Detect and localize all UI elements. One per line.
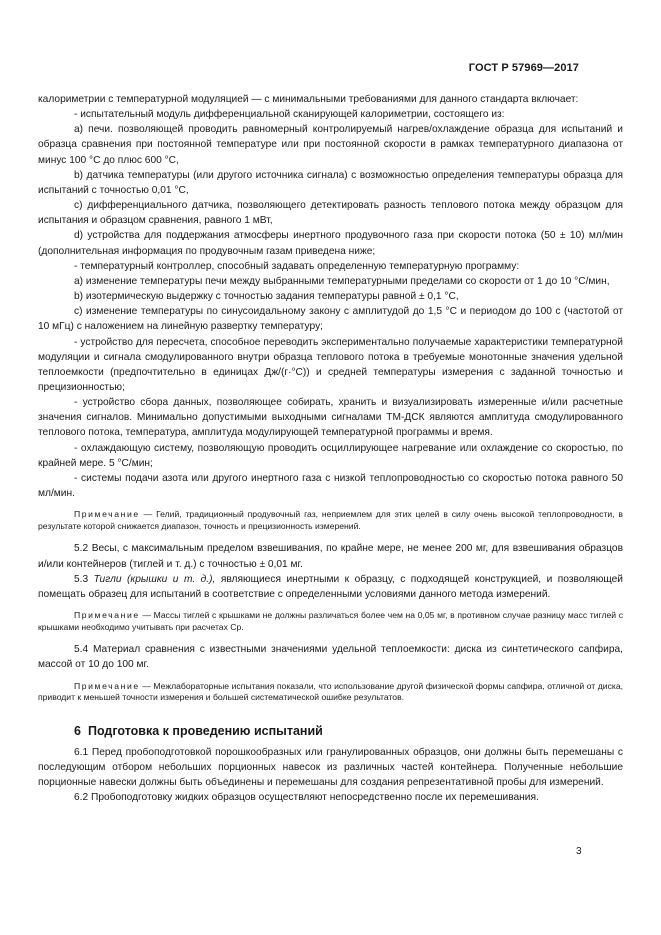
- note: [38, 509, 623, 532]
- note: [38, 610, 623, 633]
- section-number: 6: [74, 723, 81, 738]
- list-item: b) изотермическую выдержку с точностью задания температуры равной ± 0,1 °С,: [74, 291, 459, 303]
- list-item: - испытательный модуль дифференциальной сканирующей калориметрии, состоящего из:: [74, 109, 505, 121]
- list-item: d) устройства для поддержания атмосферы инертного продувочного газа при скорости потока (50 ± 10) мл/мин (дополнительная информация по продувочным газам приведена ниже;: [38, 230, 623, 257]
- list-item: - устройство для пересчета, способное переводить экспериментально получаемые характеристики температурной модуляции и сигнала смодулированного внутри образца теплового потока в требуемые монотонные значения удельной теплоемкости (предпочтительно в единицах Дж/(г·°С)) и средней температуры измерения с заданной точностью и прецизионностью;: [38, 336, 623, 393]
- note: [38, 681, 623, 704]
- section-heading: [74, 724, 623, 739]
- document-body: [38, 92, 623, 806]
- page-number: 3: [576, 846, 582, 857]
- clause-5-4: 5.4 Материал сравнения с известными значениями удельной теплоемкости: диска из синтетического сапфира, массой от 10 до 100 мг.: [38, 644, 623, 671]
- document-header: ГОСТ Р 57969—2017: [468, 62, 579, 74]
- note-text: — Гелий, традиционный продувочный газ, неприемлем для этих целей в силу очень высокой теплопроводности, в результате которой снижается диапазон, точность и прецизионность измерений.: [38, 509, 623, 531]
- clause-6-1: 6.1 Перед пробоподготовкой порошкообразных или гранулированных образцов, они должны быть перемешаны с последующим отбором небольших порционных навесок из различных частей контейнера. Полученные небольшие порционные навески должны быть объединены и перемешаны для создания репрезентативной пробы для измерений.: [38, 746, 623, 789]
- list-item: - устройство сбора данных, позволяющее собирать, хранить и визуализировать измеренные и/или расчетные значения сигналов. Минимально допустимыми выходными сигналами ТМ-ДСК являются амплитуда смодулированного теплового потока, температура, амплитуда модулирующей температурной программы и время.: [38, 397, 623, 439]
- clause-number: 5.3: [74, 573, 94, 585]
- list-item: b) датчика температуры (или другого источника сигнала) с возможностью определения температуры образца для испытаний с точностью 0,01 °С,: [38, 169, 623, 196]
- clause-term: Тигли (крышки и т. д.),: [93, 573, 216, 585]
- list-item: - охлаждающую систему, позволяющую проводить осциллирующее нагревание или охлаждение со скоростью, по крайней мере. 5 °С/мин;: [38, 442, 623, 469]
- list-item: с) изменение температуры по синусоидальному закону с амплитудой до 1,5 °С и периодом до 100 с (частотой от 10 мГц) с наложением на линейную развертку температуру;: [38, 306, 623, 333]
- list-item: а) изменение температуры печи между выбранными температурными пределами со скорости от 1 до 10 °С/мин,: [74, 275, 610, 287]
- section-title: Подготовка к проведению испытаний: [87, 723, 323, 738]
- clause-6-2: 6.2 Пробоподготовку жидких образцов осуществляют непосредственно после их перемешивания.: [74, 792, 539, 804]
- note-text: — Массы тиглей с крышками не должны различаться более чем на 0,05 мг, в противном случае разницу масс тиглей с крышками необходимо учитывать при расчетах Ср.: [38, 610, 623, 632]
- list-item: с) дифференциального датчика, позволяющего детектировать разность теплового потока между образцом для испытания и образцом сравнения, равного 1 мВт,: [38, 200, 623, 227]
- clause-5-2: 5.2 Весы, с максимальным пределом взвешивания, по крайне мере, не менее 200 мг, для взвешивания образцов и/или контейнеров (тиглей и т. д.) с точностью ± 0,01 мг.: [38, 543, 623, 570]
- list-item: - системы подачи азота или другого инертного газа с низкой теплопроводностью со скоростью потока равного 50 мл/мин.: [38, 472, 623, 500]
- note-label: Примечание: [74, 610, 140, 621]
- list-item: а) печи. позволяющей проводить равномерный контролируемый нагрев/охлаждение образца для испытаний и образца сравнения при постоянной температуре или при постоянной скорости в рамках температурного диапазона от минус 100 °С до плюс 600 °С,: [38, 124, 623, 166]
- clause-text: являющиеся инертными к образцу, с подходящей конструкцией, и позволяющей помещать образец для испытаний в соответствие с определенными условиями данного метода измерений.: [38, 573, 623, 600]
- note-text: — Межлабораторные испытания показали, что использование другой физической формы сапфира, отличной от диска, приводит к меньшей точности измерения и большей систематической ошибке результатов.: [38, 680, 623, 703]
- clause-5-3: [38, 572, 623, 602]
- list-item: - температурный контроллер, способный задавать определенную температурную программу:: [74, 260, 520, 272]
- note-label: Примечание: [74, 509, 140, 520]
- paragraph-intro: калориметрии с температурной модуляцией — с минимальными требованиями для данного стандарта включает:: [38, 94, 579, 105]
- note-label: Примечание: [74, 680, 140, 691]
